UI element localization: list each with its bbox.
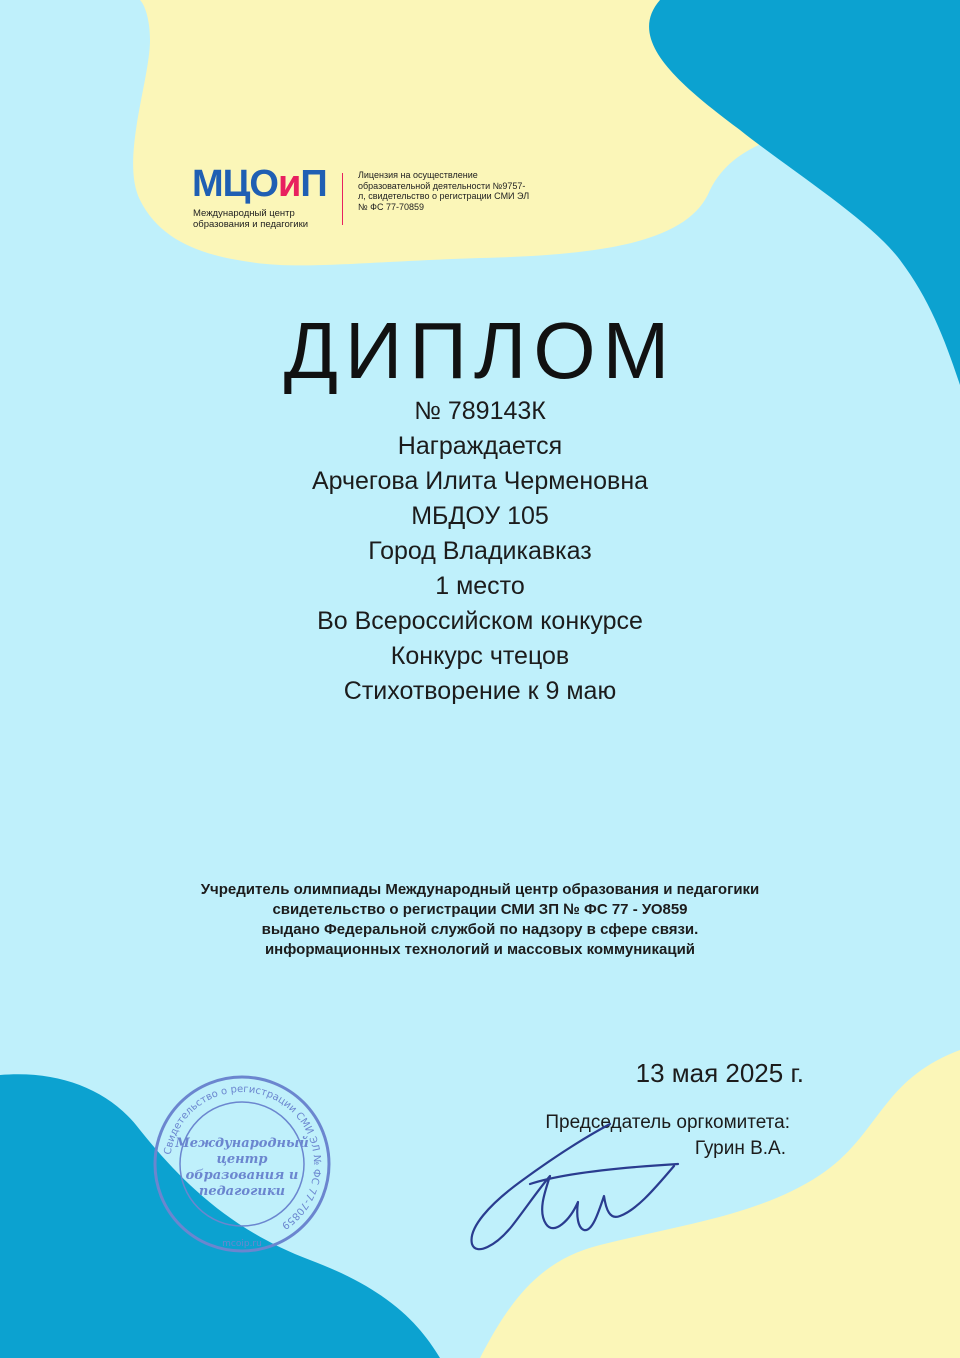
stamp-center-line-1: Международный — [175, 1136, 309, 1151]
stamp-center-line-3: образования и — [185, 1168, 299, 1183]
diploma-number: № 789143К — [414, 397, 546, 425]
logo-wordmark — [192, 163, 327, 205]
logo-p-text: П — [300, 163, 327, 205]
organization-logo — [192, 163, 552, 233]
place: 1 место — [435, 572, 525, 600]
institution: МБДОУ 105 — [411, 502, 549, 530]
work-title: Стихотворение к 9 маю — [343, 677, 617, 705]
chair-signature — [460, 1120, 690, 1260]
stamp-center-line-4: педагогики — [198, 1184, 286, 1199]
founder-line-4: информационных технологий и массовых коммуникаций — [264, 941, 696, 958]
logo-subtitle: Международный центр образования и педагогики — [193, 208, 309, 230]
logo-i-text: и — [277, 163, 301, 205]
contest-name: Конкурс чтецов — [390, 642, 570, 670]
logo-main-text: МЦО — [192, 163, 278, 205]
awarded-label: Награждается — [397, 432, 563, 460]
stamp-site: mcoip.ru — [222, 1239, 262, 1249]
founder-info — [0, 880, 960, 960]
stamp-center-line-2: центр — [216, 1152, 268, 1167]
competition: Во Всероссийском конкурсе — [317, 607, 643, 635]
founder-line-3: выдано Федеральной службой по надзору в сфере связи. — [261, 921, 699, 938]
founder-line-2: свидетельство о регистрации СМИ ЗП № ФС 77 - УО859 — [272, 901, 688, 918]
license-text: Лицензия на осуществление образовательной деятельности №9757-л, свидетельство о регистрации СМИ ЭЛ № ФС 77-70859 — [358, 170, 530, 212]
award-details — [0, 394, 960, 709]
chair-label: Председатель оргкомитета: — [545, 1112, 790, 1133]
issue-date: 13 мая 2025 г. — [635, 1058, 804, 1088]
logo-divider — [342, 173, 343, 225]
founder-line-1: Учредитель олимпиады Международный центр образования и педагогики — [200, 881, 760, 898]
city: Город Владикавказ — [368, 537, 592, 565]
diploma-title: ДИПЛОМ — [283, 306, 677, 395]
recipient-name: Арчегова Илита Черменовна — [311, 467, 649, 495]
stamp-ring-text: Свидетельство о регистрации СМИ ЭЛ № ФС 77-70859 — [162, 1083, 323, 1231]
signature-stroke — [472, 1124, 678, 1249]
chair-name: Гурин В.А. — [694, 1138, 786, 1159]
organization-stamp — [152, 1074, 332, 1254]
